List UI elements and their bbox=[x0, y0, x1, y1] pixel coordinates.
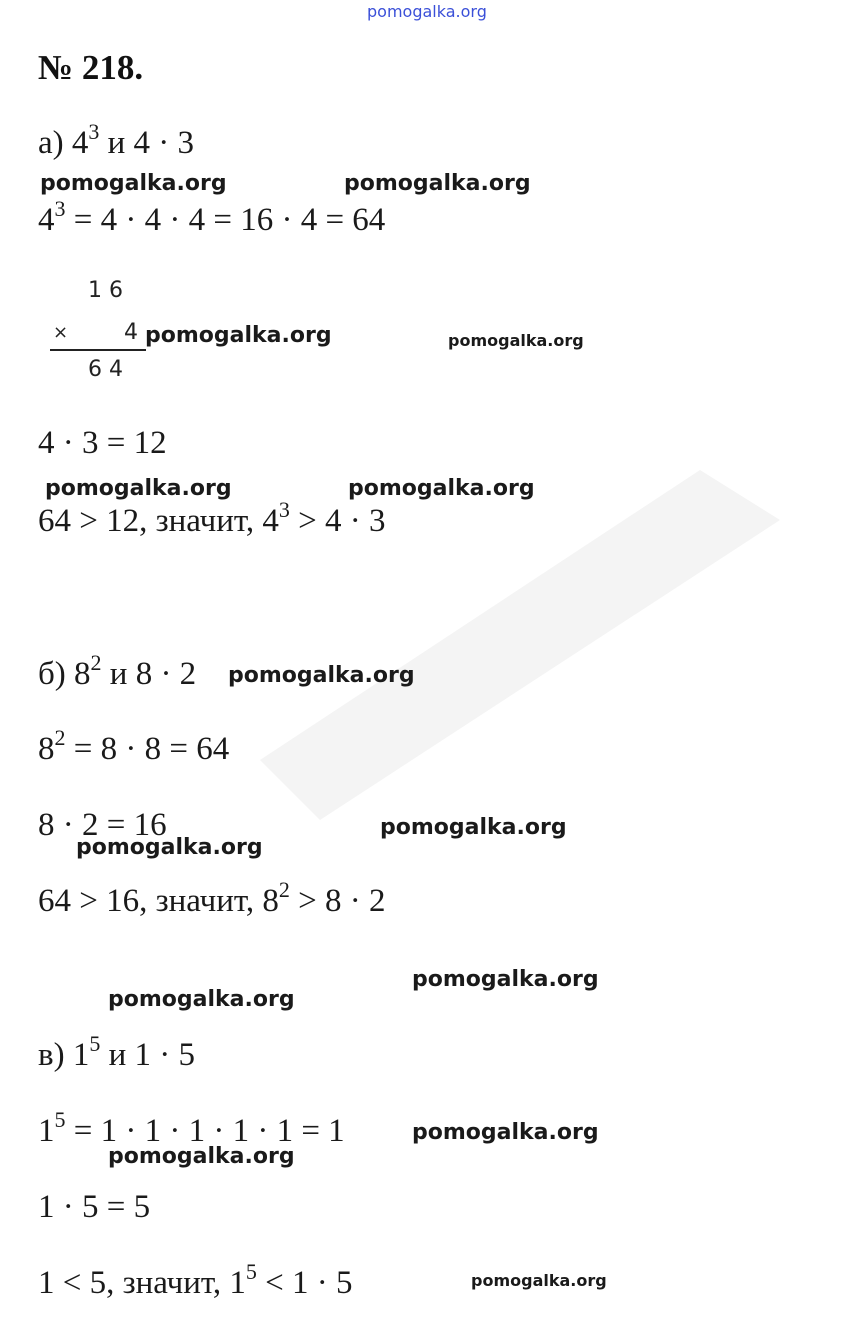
watermark-label: pomogalka.org bbox=[108, 1144, 295, 1169]
watermark-label: pomogalka.org bbox=[412, 967, 599, 992]
watermark-label: pomogalka.org bbox=[108, 987, 295, 1012]
watermark-label: pomogalka.org bbox=[76, 835, 263, 860]
part-b-power-line: $8^2 = 8 \cdot 8 = 64$ bbox=[38, 725, 230, 767]
top-watermark: pomogalka.org bbox=[367, 2, 487, 21]
part-a-power-line: $4^3 = 4 \cdot 4 \cdot 4 = 16 \cdot 4 = 64$ bbox=[38, 196, 386, 238]
part-c-heading: в) $1^5$ и 1 · 5 bbox=[38, 1031, 195, 1073]
watermark-label: pomogalka.org bbox=[45, 476, 232, 501]
part-b-heading: б) $8^2$ и 8 · 2 bbox=[38, 650, 197, 692]
column-top-number: 1 6 bbox=[88, 278, 123, 303]
column-result-number: 6 4 bbox=[88, 357, 123, 382]
column-bottom-number: 4 bbox=[124, 320, 138, 345]
watermark-label: pomogalka.org bbox=[145, 323, 332, 348]
part-a-product-line: 4 · 3 = 12 bbox=[38, 425, 167, 461]
watermark-label: pomogalka.org bbox=[412, 1120, 599, 1145]
part-a-heading: а) $4^3$ и 4 · 3 bbox=[38, 119, 195, 161]
watermark-label: pomogalka.org bbox=[40, 171, 227, 196]
watermark-label: pomogalka.org bbox=[471, 1271, 607, 1290]
watermark-label: pomogalka.org bbox=[344, 171, 531, 196]
part-a-conclusion: 64 > 12, значит, $4^3 > 4 \cdot 3$ bbox=[38, 497, 386, 539]
part-b-product-line: 8 · 2 = 16 bbox=[38, 807, 167, 843]
part-b-conclusion: 64 > 16, значит, $8^2 > 8 \cdot 2$ bbox=[38, 877, 386, 919]
watermark-label: pomogalka.org bbox=[448, 331, 584, 350]
watermark-label: pomogalka.org bbox=[380, 815, 567, 840]
column-multiply-sign: × bbox=[53, 322, 69, 343]
problem-title: № 218. bbox=[38, 48, 144, 87]
watermark-label: pomogalka.org bbox=[348, 476, 535, 501]
column-divider-line bbox=[50, 349, 146, 351]
part-c-product-line: 1 · 5 = 5 bbox=[38, 1189, 151, 1225]
part-c-power-line: $1^5 = 1 \cdot 1 \cdot 1 \cdot 1 \cdot 1 = 1$ bbox=[38, 1107, 345, 1149]
watermark-label: pomogalka.org bbox=[228, 663, 415, 688]
part-c-conclusion: 1 < 5, значит, $1^5 < 1 \cdot 5$ bbox=[38, 1259, 353, 1301]
